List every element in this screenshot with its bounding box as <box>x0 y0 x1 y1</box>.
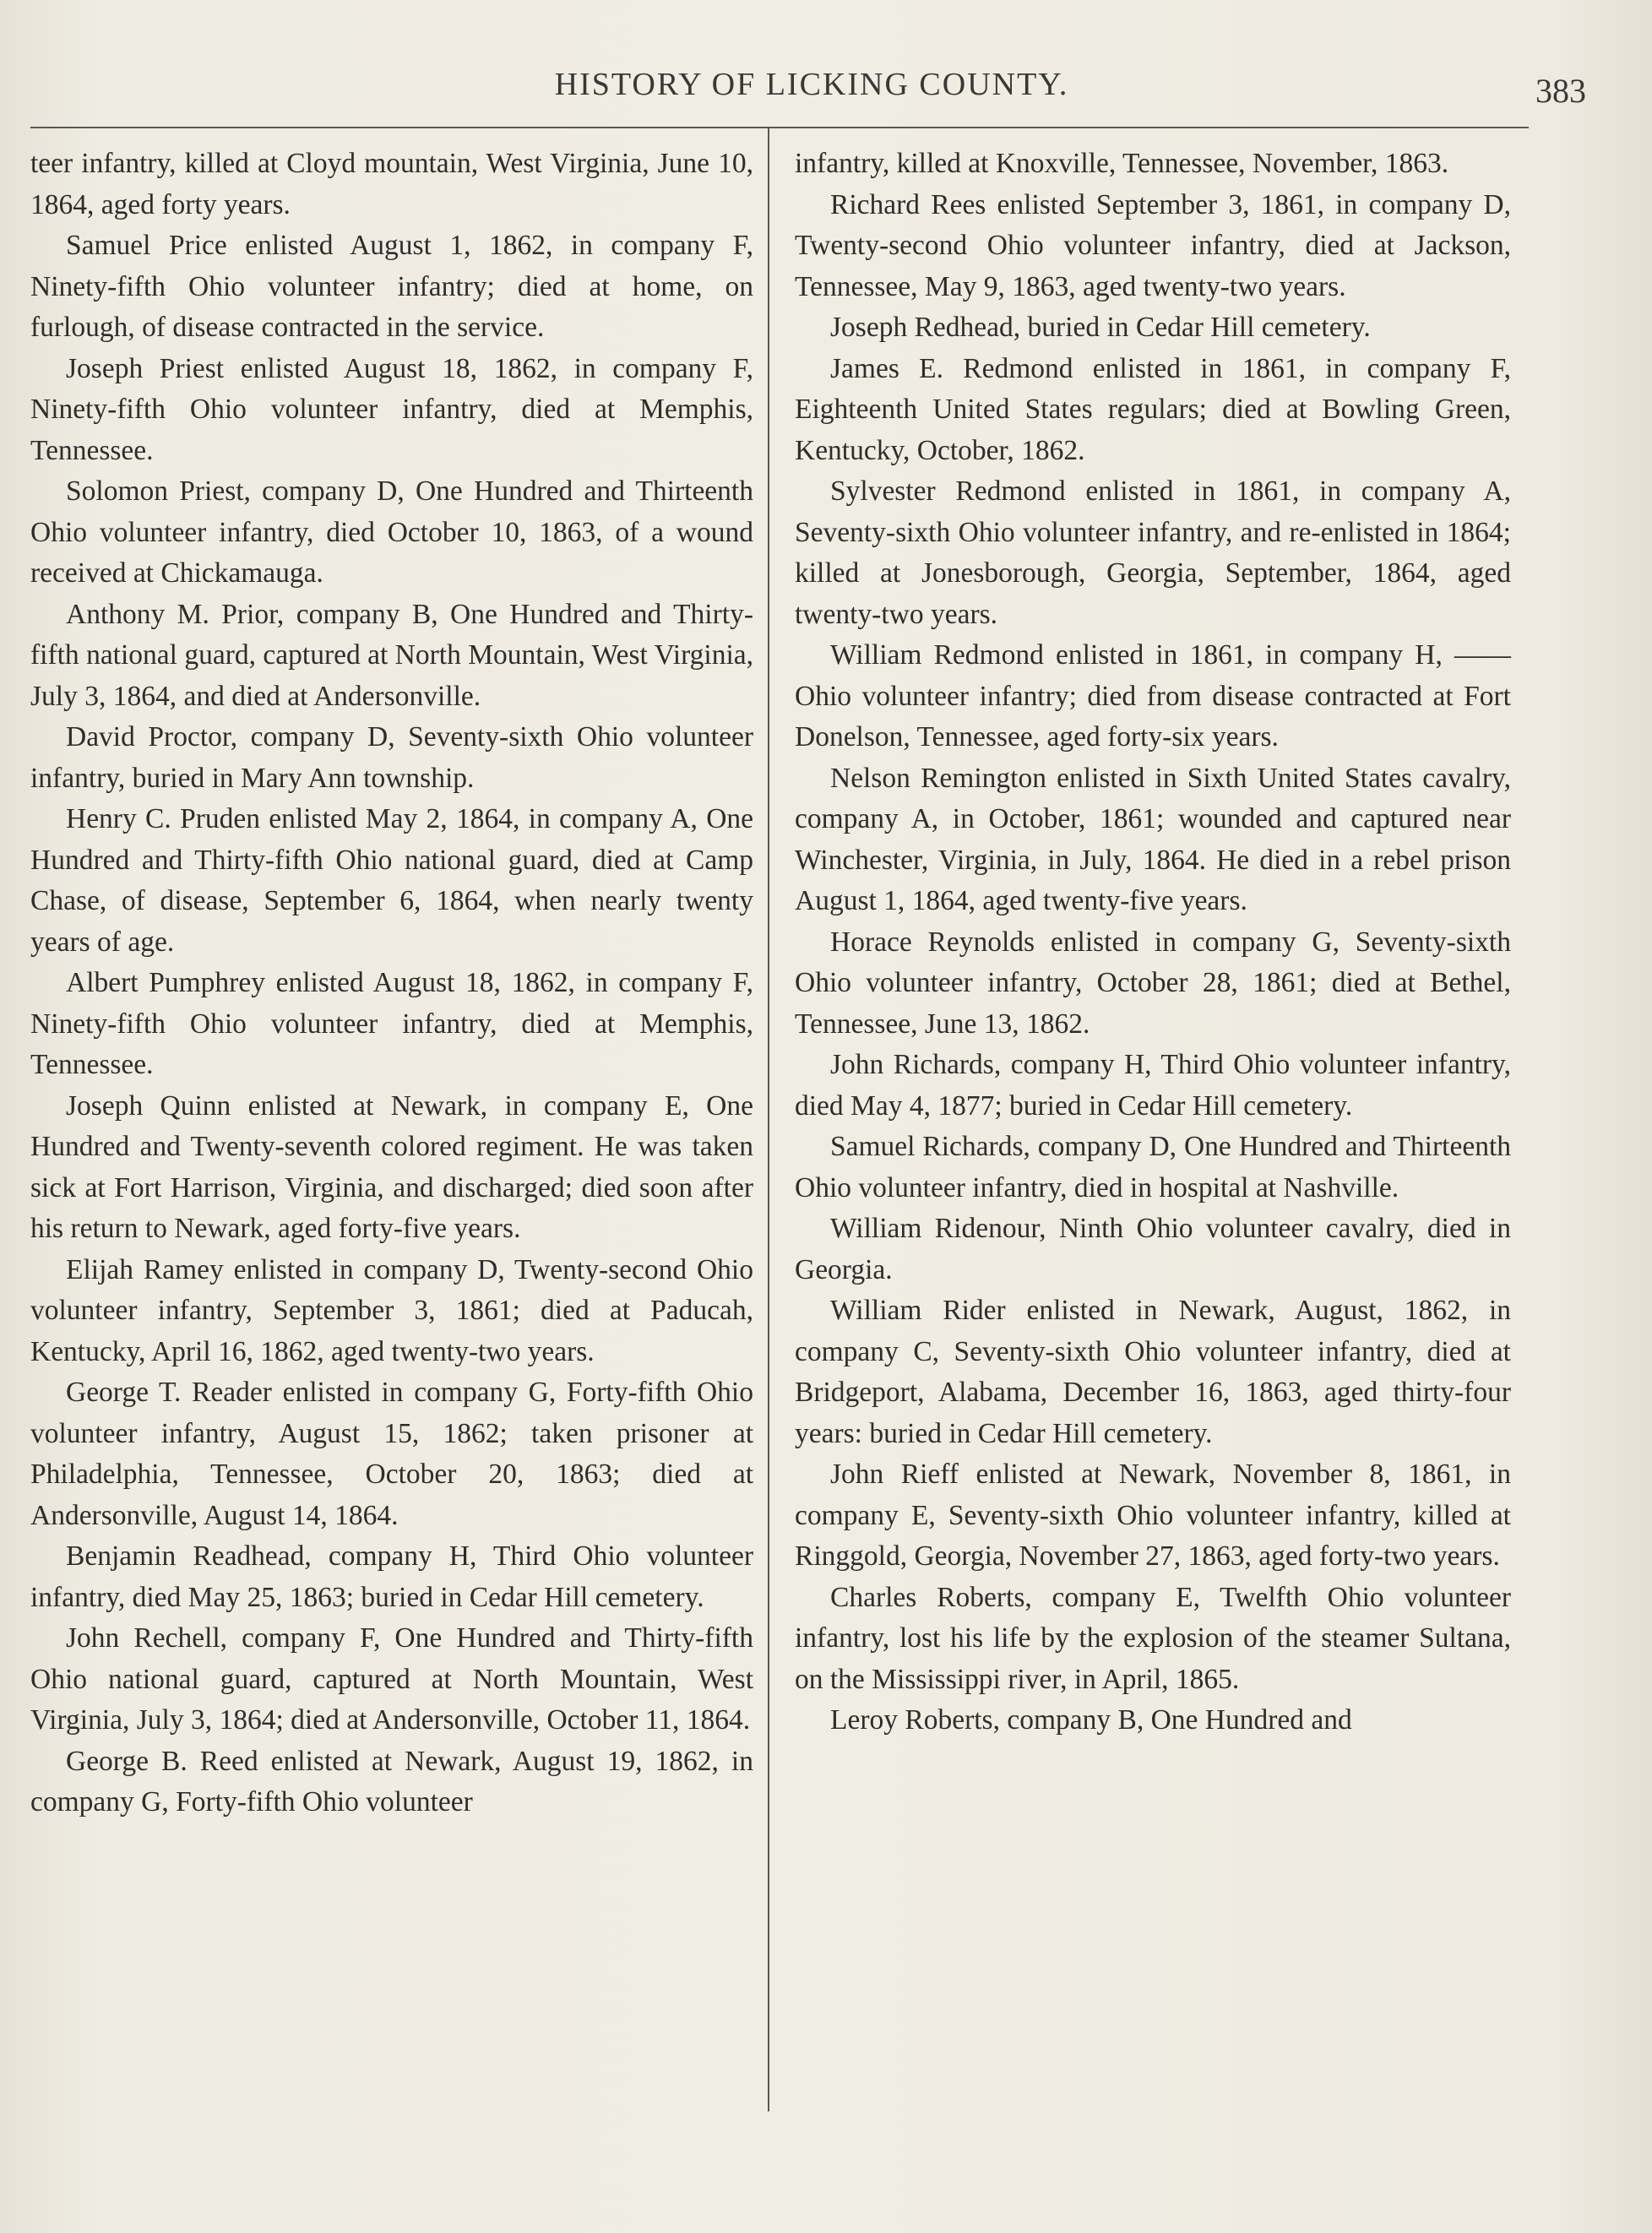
paragraph: Nelson Remington enlisted in Sixth United States cavalry, company A, in October, 1861; wounded and captured near Winchester, Virginia, in July, 1864. He died in a rebel prison August 1, 1864, aged twenty-five years. <box>795 762 1511 916</box>
paragraph: Benjamin Readhead, company H, Third Ohio volunteer infantry, died May 25, 1863; buried in Cedar Hill cemetery. <box>30 1540 753 1613</box>
paragraph: Samuel Richards, company D, One Hundred and Thirteenth Ohio volunteer infantry, died in hospital at Nashville. <box>795 1131 1511 1203</box>
paragraph: John Rieff enlisted at Newark, November 8, 1861, in company E, Seventy-sixth Ohio volunteer infantry, killed at Ringgold, Georgia, November 27, 1863, aged forty-two years. <box>795 1459 1511 1572</box>
paragraph: John Richards, company H, Third Ohio volunteer infantry, died May 4, 1877; buried in Cedar Hill cemetery. <box>795 1049 1511 1122</box>
paragraph: George T. Reader enlisted in company G, Forty-fifth Ohio volunteer infantry, August 15, 1862; taken prisoner at Philadelphia, Tennessee, October 20, 1863; died at Andersonville, August 14, 1864. <box>30 1377 753 1531</box>
paragraph: George B. Reed enlisted at Newark, August 19, 1862, in company G, Forty-fifth Ohio volunteer <box>30 1745 753 1817</box>
paragraph: Richard Rees enlisted September 3, 1861, in company D, Twenty-second Ohio volunteer infantry, died at Jackson, Tennessee, May 9, 1863, aged twenty-two years. <box>795 188 1511 302</box>
paragraph: Sylvester Redmond enlisted in 1861, in company A, Seventy-sixth Ohio volunteer infantry, and re-enlisted in 1864; killed at Jonesborough, Georgia, September, 1864, aged twenty-two years. <box>795 475 1511 630</box>
paragraph: Leroy Roberts, company B, One Hundred and <box>830 1704 1352 1736</box>
right-column <box>795 144 1511 1741</box>
paragraph: Joseph Redhead, buried in Cedar Hill cemetery. <box>830 312 1371 343</box>
paragraph: Solomon Priest, company D, One Hundred and Thirteenth Ohio volunteer infantry, died October 10, 1863, of a wound received at Chickamauga. <box>30 475 753 589</box>
paragraph: Albert Pumphrey enlisted August 18, 1862, in company F, Ninety-fifth Ohio volunteer infantry, died at Memphis, Tennessee. <box>30 967 753 1080</box>
running-head <box>30 59 1593 110</box>
paragraph: David Proctor, company D, Seventy-sixth Ohio volunteer infantry, buried in Mary Ann township. <box>30 721 753 794</box>
paragraph: John Rechell, company F, One Hundred and Thirty-fifth Ohio national guard, captured at North Mountain, West Virginia, July 3, 1864; died at Andersonville, October 11, 1864. <box>30 1622 753 1736</box>
paragraph: infantry, killed at Knoxville, Tennessee, November, 1863. <box>795 148 1449 179</box>
paragraph: Samuel Price enlisted August 1, 1862, in company F, Ninety-fifth Ohio volunteer infantry; died at home, on furlough, of disease contracted in the service. <box>30 230 753 343</box>
page-number: 383 <box>1535 72 1586 110</box>
paragraph: William Rider enlisted in Newark, August, 1862, in company C, Seventy-sixth Ohio volunteer infantry, died at Bridgeport, Alabama, December 16, 1863, aged thirty-four years: buried in Cedar Hill cemetery. <box>795 1295 1511 1449</box>
paragraph: William Ridenour, Ninth Ohio volunteer cavalry, died in Georgia. <box>795 1213 1511 1285</box>
paragraph: James E. Redmond enlisted in 1861, in company F, Eighteenth United States regulars; died at Bowling Green, Kentucky, October, 1862. <box>795 352 1511 466</box>
column-divider <box>768 127 769 2111</box>
paragraph: Henry C. Pruden enlisted May 2, 1864, in company A, One Hundred and Thirty-fifth Ohio national guard, died at Camp Chase, of disease, September 6, 1864, when nearly twenty years of age. <box>30 803 753 958</box>
paragraph: Horace Reynolds enlisted in company G, Seventy-sixth Ohio volunteer infantry, October 28, 1861; died at Bethel, Tennessee, June 13, 1862. <box>795 926 1511 1040</box>
left-column <box>30 144 753 1823</box>
paragraph: Anthony M. Prior, company B, One Hundred and Thirty-fifth national guard, captured at North Mountain, West Virginia, July 3, 1864, and died at Andersonville. <box>30 598 753 712</box>
paragraph: teer infantry, killed at Cloyd mountain, West Virginia, June 10, 1864, aged forty years. <box>30 148 753 220</box>
header-rule <box>30 127 1529 128</box>
paragraph: Elijah Ramey enlisted in company D, Twenty-second Ohio volunteer infantry, September 3, 1861; died at Paducah, Kentucky, April 16, 1862, aged twenty-two years. <box>30 1253 753 1367</box>
paragraph: William Redmond enlisted in 1861, in company H, —— Ohio volunteer infantry; died from disease contracted at Fort Donelson, Tennessee, aged forty-six years. <box>795 639 1511 752</box>
paragraph: Joseph Quinn enlisted at Newark, in company E, One Hundred and Twenty-seventh colored regiment. He was taken sick at Fort Harrison, Virginia, and discharged; died soon after his return to Newark, aged forty-five years. <box>30 1089 753 1244</box>
paragraph: Charles Roberts, company E, Twelfth Ohio volunteer infantry, lost his life by the explosion of the steamer Sultana, on the Mississippi river, in April, 1865. <box>795 1581 1511 1695</box>
page-title: HISTORY OF LICKING COUNTY. <box>554 67 1069 102</box>
paragraph: Joseph Priest enlisted August 18, 1862, in company F, Ninety-fifth Ohio volunteer infantry, died at Memphis, Tennessee. <box>30 352 753 466</box>
